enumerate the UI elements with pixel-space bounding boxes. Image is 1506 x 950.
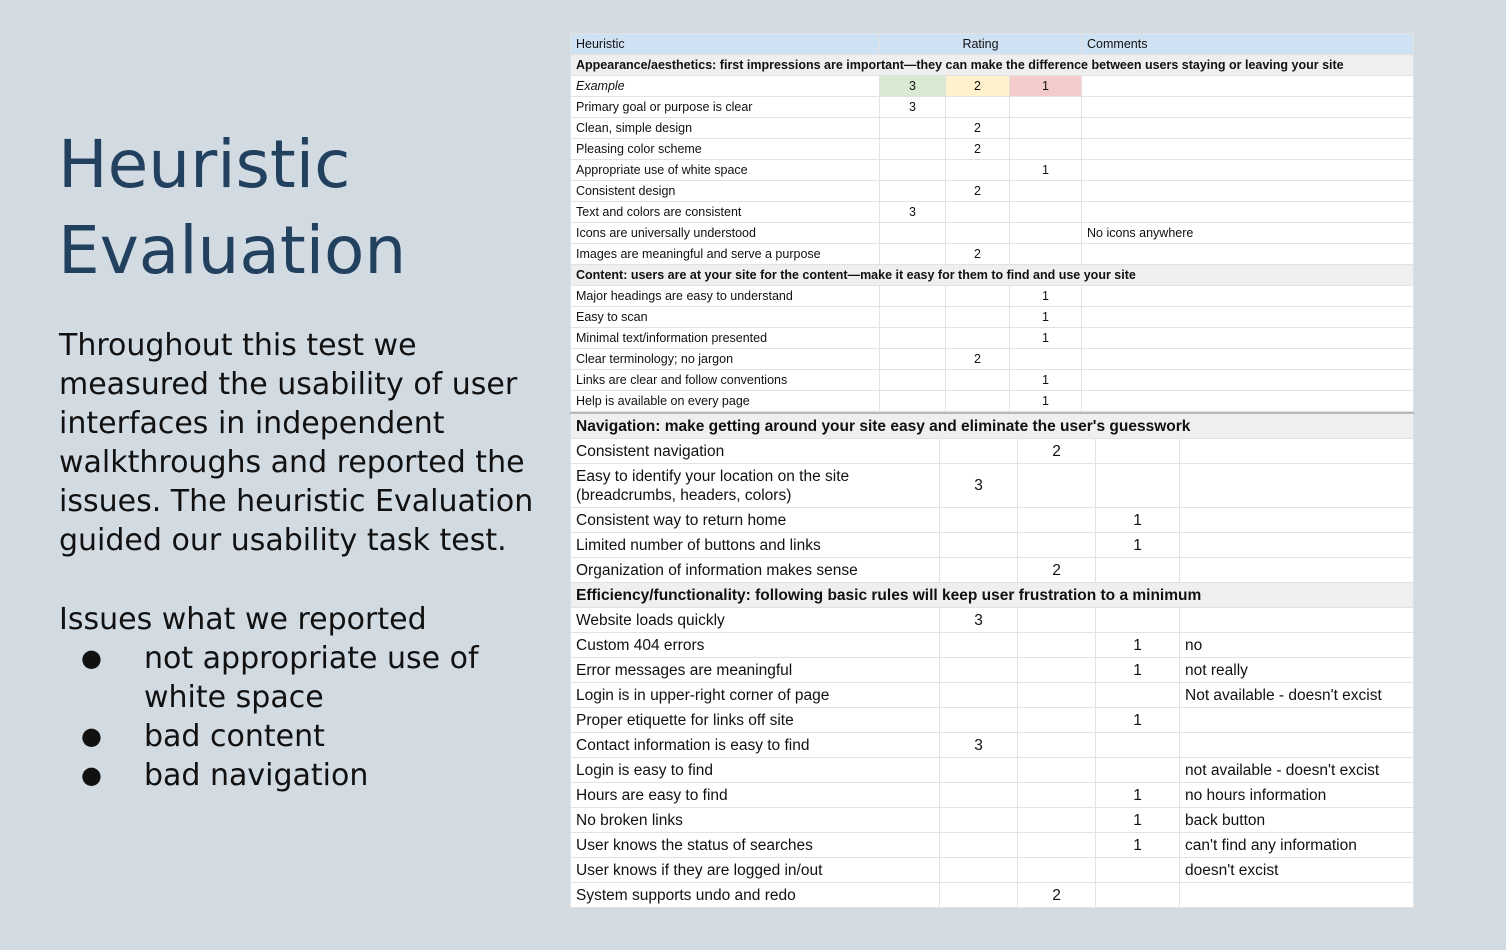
comment-cell: no hours information (1180, 783, 1414, 808)
section-header-row (571, 55, 1414, 76)
rating-1-cell (1096, 758, 1180, 783)
table-row (571, 370, 1414, 391)
heuristic-cell: Help is available on every page (571, 391, 880, 412)
rating-1-cell (1010, 223, 1082, 244)
rating-2-cell (1018, 808, 1096, 833)
table-row (571, 558, 1414, 583)
rating-1-cell: 1 (1096, 833, 1180, 858)
heuristic-cell: Contact information is easy to find (571, 733, 940, 758)
heuristic-cell: Easy to identify your location on the site (breadcrumbs, headers, colors) (571, 464, 940, 508)
rating-3-cell: 3 (880, 76, 946, 97)
section-title: Navigation: make getting around your site easy and eliminate the user's guesswork (571, 413, 1414, 439)
comment-cell: doesn't excist (1180, 858, 1414, 883)
table-row (571, 349, 1414, 370)
heuristic-cell: No broken links (571, 808, 940, 833)
rating-1-cell (1010, 181, 1082, 202)
rating-1-cell: 1 (1010, 391, 1082, 412)
comment-cell (1082, 328, 1414, 349)
table-row (571, 658, 1414, 683)
rating-2-cell (1018, 733, 1096, 758)
rating-2-cell (946, 370, 1010, 391)
comment-cell (1082, 181, 1414, 202)
heuristic-cell: Limited number of buttons and links (571, 533, 940, 558)
rating-1-cell: 1 (1096, 533, 1180, 558)
heuristic-cell: Error messages are meaningful (571, 658, 940, 683)
rating-2-cell: 2 (946, 118, 1010, 139)
rating-3-cell: 3 (940, 733, 1018, 758)
table-row (571, 608, 1414, 633)
heuristic-cell: Consistent design (571, 181, 880, 202)
table-row (571, 286, 1414, 307)
rating-3-cell (940, 758, 1018, 783)
comment-cell: back button (1180, 808, 1414, 833)
rating-2-cell (1018, 758, 1096, 783)
heuristic-cell: Login is easy to find (571, 758, 940, 783)
rating-3-cell (940, 858, 1018, 883)
table-row (571, 76, 1414, 97)
table-row (571, 464, 1414, 508)
table-row (571, 118, 1414, 139)
rating-1-cell: 1 (1096, 808, 1180, 833)
rating-1-cell (1096, 858, 1180, 883)
rating-2-cell: 2 (946, 139, 1010, 160)
table-row (571, 223, 1414, 244)
heuristic-cell: Text and colors are consistent (571, 202, 880, 223)
rating-2-cell (946, 202, 1010, 223)
table-row (571, 439, 1414, 464)
rating-2-cell (1018, 508, 1096, 533)
heuristic-cell: Clear terminology; no jargon (571, 349, 880, 370)
intro-paragraph (59, 326, 549, 560)
table-row (571, 139, 1414, 160)
rating-3-cell (880, 244, 946, 265)
table-row (571, 683, 1414, 708)
table-row (571, 508, 1414, 533)
heuristic-cell: Images are meaningful and serve a purpose (571, 244, 880, 265)
rating-1-cell (1096, 439, 1180, 464)
heuristic-cell: Custom 404 errors (571, 633, 940, 658)
rating-3-cell (880, 328, 946, 349)
rating-1-cell: 1 (1010, 307, 1082, 328)
rating-1-cell: 1 (1010, 76, 1082, 97)
rating-3-cell (880, 118, 946, 139)
rating-2-cell (946, 307, 1010, 328)
heuristic-cell: User knows if they are logged in/out (571, 858, 940, 883)
rating-1-cell (1010, 97, 1082, 118)
rating-2-cell: 2 (1018, 439, 1096, 464)
rating-1-cell: 1 (1096, 658, 1180, 683)
rating-2-cell: 2 (946, 244, 1010, 265)
section-title: Content: users are at your site for the content—make it easy for them to find and use your site (571, 265, 1414, 286)
rating-2-cell (946, 286, 1010, 307)
rating-2-cell (1018, 683, 1096, 708)
rating-3-cell (940, 783, 1018, 808)
rating-3-cell (940, 633, 1018, 658)
rating-1-cell: 1 (1096, 783, 1180, 808)
table-header-row (571, 34, 1414, 55)
comment-cell (1082, 349, 1414, 370)
rating-2-cell: 2 (946, 181, 1010, 202)
comment-cell (1082, 139, 1414, 160)
header-rating: Rating (880, 34, 1082, 55)
rating-1-cell (1096, 883, 1180, 908)
section-title: Efficiency/functionality: following basic rules will keep user frustration to a minimum (571, 583, 1414, 608)
table-row (571, 160, 1414, 181)
table-row (571, 633, 1414, 658)
heuristic-cell: Organization of information makes sense (571, 558, 940, 583)
rating-2-cell (1018, 608, 1096, 633)
heuristic-cell: Consistent navigation (571, 439, 940, 464)
rating-1-cell: 1 (1010, 286, 1082, 307)
rating-3-cell (940, 508, 1018, 533)
table-row (571, 307, 1414, 328)
table-row (571, 391, 1414, 412)
comment-cell (1180, 608, 1414, 633)
rating-1-cell: 1 (1010, 370, 1082, 391)
rating-3-cell (880, 223, 946, 244)
heuristic-cell: Consistent way to return home (571, 508, 940, 533)
rating-3-cell: 3 (940, 464, 1018, 508)
table-row (571, 244, 1414, 265)
comment-cell (1082, 286, 1414, 307)
comment-cell: can't find any information (1180, 833, 1414, 858)
comment-cell (1180, 464, 1414, 508)
heuristic-cell: Pleasing color scheme (571, 139, 880, 160)
rating-1-cell: 1 (1010, 328, 1082, 349)
rating-2-cell (1018, 858, 1096, 883)
comment-cell (1180, 708, 1414, 733)
table-row (571, 733, 1414, 758)
rating-3-cell (940, 533, 1018, 558)
table-row (571, 808, 1414, 833)
rating-3-cell (940, 558, 1018, 583)
title-line-1: Heuristic (58, 126, 351, 203)
comment-cell (1082, 370, 1414, 391)
comment-cell (1180, 883, 1414, 908)
table-row (571, 708, 1414, 733)
rating-1-cell (1010, 349, 1082, 370)
comment-cell (1180, 508, 1414, 533)
rating-1-cell (1096, 683, 1180, 708)
comment-cell (1082, 76, 1414, 97)
table-row (571, 328, 1414, 349)
rating-2-cell (1018, 708, 1096, 733)
page-title (58, 122, 406, 294)
heuristic-cell: Minimal text/information presented (571, 328, 880, 349)
rating-3-cell: 3 (880, 202, 946, 223)
rating-2-cell (946, 160, 1010, 181)
rating-2-cell (946, 97, 1010, 118)
heuristic-cell: Website loads quickly (571, 608, 940, 633)
issue-item: ● not appropriate use of white space (59, 639, 549, 717)
rating-3-cell (880, 139, 946, 160)
heuristic-cell: Clean, simple design (571, 118, 880, 139)
header-heuristic: Heuristic (571, 34, 880, 55)
issue-item: ● bad navigation (59, 756, 549, 795)
section-header-row (571, 583, 1414, 608)
rating-1-cell (1010, 118, 1082, 139)
rating-3-cell (940, 683, 1018, 708)
issues-section (59, 600, 549, 795)
rating-3-cell (940, 883, 1018, 908)
rating-2-cell: 2 (1018, 883, 1096, 908)
rating-3-cell (880, 349, 946, 370)
table-row (571, 833, 1414, 858)
header-comments: Comments (1082, 34, 1414, 55)
rating-1-cell (1010, 139, 1082, 160)
rating-3-cell (880, 160, 946, 181)
rating-1-cell (1096, 608, 1180, 633)
comment-cell: not available - doesn't excist (1180, 758, 1414, 783)
rating-3-cell (880, 307, 946, 328)
rating-2-cell (1018, 464, 1096, 508)
table-row (571, 533, 1414, 558)
rating-2-cell (1018, 833, 1096, 858)
rating-2-cell: 2 (946, 76, 1010, 97)
comment-cell (1082, 202, 1414, 223)
appearance-content-table (570, 33, 1414, 412)
comment-cell (1082, 97, 1414, 118)
rating-3-cell (880, 286, 946, 307)
comment-cell: No icons anywhere (1082, 223, 1414, 244)
navigation-efficiency-table (570, 412, 1414, 908)
rating-3-cell (940, 439, 1018, 464)
rating-2-cell (946, 391, 1010, 412)
rating-1-cell (1096, 733, 1180, 758)
rating-2-cell (946, 328, 1010, 349)
table-row (571, 883, 1414, 908)
heuristic-cell: User knows the status of searches (571, 833, 940, 858)
comment-cell (1180, 558, 1414, 583)
heuristic-cell: Proper etiquette for links off site (571, 708, 940, 733)
comment-cell (1082, 244, 1414, 265)
rating-3-cell (880, 181, 946, 202)
table-row (571, 783, 1414, 808)
comment-cell (1180, 533, 1414, 558)
comment-cell (1082, 391, 1414, 412)
rating-1-cell (1096, 558, 1180, 583)
rating-1-cell: 1 (1096, 708, 1180, 733)
heuristic-cell: Example (571, 76, 880, 97)
heuristic-cell: Login is in upper-right corner of page (571, 683, 940, 708)
heuristic-cell: Easy to scan (571, 307, 880, 328)
heuristic-spreadsheet (570, 33, 1413, 908)
comment-cell (1082, 307, 1414, 328)
rating-3-cell (940, 708, 1018, 733)
heuristic-cell: Icons are universally understood (571, 223, 880, 244)
heuristic-cell: System supports undo and redo (571, 883, 940, 908)
issue-item: ● bad content (59, 717, 549, 756)
rating-1-cell: 1 (1010, 160, 1082, 181)
rating-3-cell: 3 (880, 97, 946, 118)
comment-cell: no (1180, 633, 1414, 658)
heuristic-cell: Appropriate use of white space (571, 160, 880, 181)
section-title: Appearance/aesthetics: first impressions are important—they can make the difference between users staying or leaving your site (571, 55, 1414, 76)
heuristic-cell: Hours are easy to find (571, 783, 940, 808)
comment-cell (1180, 439, 1414, 464)
heuristic-cell: Primary goal or purpose is clear (571, 97, 880, 118)
table-row (571, 181, 1414, 202)
rating-2-cell (946, 223, 1010, 244)
heuristic-cell: Major headings are easy to understand (571, 286, 880, 307)
rating-2-cell (1018, 533, 1096, 558)
rating-1-cell: 1 (1096, 633, 1180, 658)
rating-2-cell: 2 (1018, 558, 1096, 583)
comment-cell (1082, 160, 1414, 181)
table-row (571, 202, 1414, 223)
table-row (571, 758, 1414, 783)
rating-1-cell: 1 (1096, 508, 1180, 533)
rating-1-cell (1010, 202, 1082, 223)
section-header-row (571, 265, 1414, 286)
rating-3-cell (940, 833, 1018, 858)
rating-3-cell (940, 808, 1018, 833)
section-header-row (571, 413, 1414, 439)
table-row (571, 858, 1414, 883)
comment-cell (1082, 118, 1414, 139)
rating-1-cell (1096, 464, 1180, 508)
table-row (571, 97, 1414, 118)
issues-list (59, 639, 549, 795)
rating-2-cell: 2 (946, 349, 1010, 370)
rating-2-cell (1018, 633, 1096, 658)
intro-text: Throughout this test we measured the usability of user interfaces in independent walkthroughs and reported the issues. The heuristic Evaluation guided our usability task test. (59, 328, 534, 558)
rating-1-cell (1010, 244, 1082, 265)
rating-3-cell (880, 391, 946, 412)
rating-2-cell (1018, 658, 1096, 683)
rating-3-cell (940, 658, 1018, 683)
rating-3-cell: 3 (940, 608, 1018, 633)
rating-2-cell (1018, 783, 1096, 808)
issues-heading: Issues what we reported (59, 602, 427, 637)
title-line-2: Evaluation (58, 212, 407, 289)
heuristic-cell: Links are clear and follow conventions (571, 370, 880, 391)
comment-cell: Not available - doesn't excist (1180, 683, 1414, 708)
rating-3-cell (880, 370, 946, 391)
comment-cell (1180, 733, 1414, 758)
comment-cell: not really (1180, 658, 1414, 683)
